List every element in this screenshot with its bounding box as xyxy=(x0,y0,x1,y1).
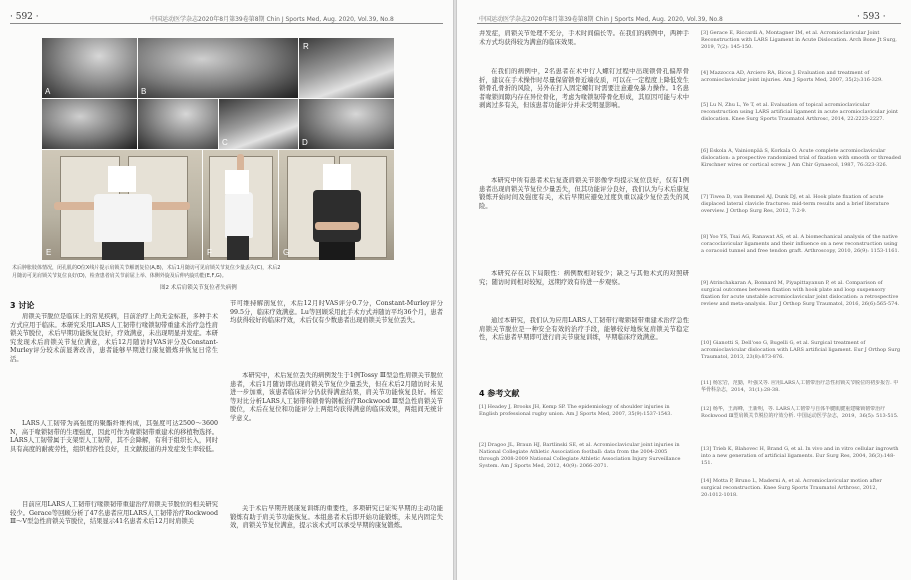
running-header: 中国运动医学杂志2020年8月第39卷第8期 Chin J Sports Med, Aug. 2020, Vol.39, No.8 xyxy=(479,16,723,23)
reference-item: [5] Lu N, Zhu L, Ye T, et al. Evaluation of topical acromioclavicular reconstruction using LARS artificial ligament in acute acromioclavicular joint dislocation. Knee Surg Sports Traumatol Arthrosc, 2014, 22:2223-2227. xyxy=(701,102,898,122)
body-paragraph: 节可维持解剖复位，术后12月时VAS评分0.7分，Constant-Murley评分99.5分，临床疗效满意。Lu等回顾采用此手术方式并随访平均36个月，患者均获得较好的临床疗效，术后仅有少数患者出现肩锁关节复位丢失。 xyxy=(230,300,443,325)
reference-item: [9] Atrinchakaran A, Bonnard M, Piyapittayanun P, et al. Comparison of surgical outcomes between fixation with hook plate and loop suspensory fixation for acute unstable acromioclavicular joint dislocation: a retrospective review and meta-analysis. Eur J Orthop Surg Traumatol, 2016, 26(6):565-574. xyxy=(701,280,900,307)
body-paragraph: 本研究存在以下局限性：病例数相对较少；缺乏与其他术式的对照研究；随访时间相对较短，远期疗效有待进一步观察。 xyxy=(479,270,689,286)
body-paragraph: 肩锁关节脱位是临床上的常见疾病，目前治疗上尚无金标准，多种手术方式应用于临床。本研究采用LARS人工韧带行喙锁韧带重建术治疗急性肩锁关节脱位，术后早期功能恢复良好，疗效满意，未出现明显并发症。本研究发现术后肩锁关节复位满意，术后12月随访时VAS评分及Constant-Murley评分较术前显著改善，患者能够早期进行康复锻炼并恢复日常生活。 xyxy=(10,313,218,363)
body-paragraph: 本研究中所有患者术后复查肩锁关节影像学均提示复位良好，仅有1例患者出现肩锁关节复位少量丢失，但其功能评分良好，我们认为与术后康复锻炼开始时间及强度有关，术后早期应避免过度负重以减少复位丢失的风险。 xyxy=(479,177,689,210)
panel-label: E xyxy=(46,248,52,257)
body-paragraph: 通过本研究，我们认为应用LARS人工韧带行喙锁韧带重建术治疗急性肩锁关节脱位是一种安全有效的治疗手段，能够较好地恢复肩锁关节稳定性，术后患者早期即可进行肩关节康复训练，早期临床疗效满意。 xyxy=(479,317,689,342)
patient-photo-e xyxy=(42,150,202,260)
reference-item: [8] Yoo YS, Tsai AG, Ranawat AS, et al. A biomechanical analysis of the native coracoclavicular ligaments and their influence on a new reconstruction using a coracoid tunnel and free tendon graft. Arthroscopy, 2010, 26(9): 1153-1161. xyxy=(701,234,900,254)
xray-image-c xyxy=(219,99,298,149)
xray-image-a2 xyxy=(42,99,137,149)
page-number: · 592 · xyxy=(10,12,39,22)
panel-label: A xyxy=(45,87,51,96)
body-paragraph: 关于术后早期开展康复训练的重要性，多项研究已证实早期的主动功能锻炼有助于肩关节功能恢复。本组患者术后即开始功能锻炼，未见内固定失效，肩锁关节复位满意，提示该术式可以承受早期的康复锻炼。 xyxy=(230,505,443,530)
figure-caption-line: 术后肿胀肢体情况，闭孔肌的O位X线片提示肩锁关节解剖复位(A,B)，术后1月随访可见肩锁关节复位少量丢失(C)，术后2 xyxy=(12,265,281,271)
body-paragraph: 目前应用LARS人工韧带行喙锁韧带重建治疗肩锁关节脱位的相关研究较少。Gerace等回顾分析了47名患者应用LARS人工韧带治疗Rockwood Ⅲ～Ⅴ型急性肩锁关节脱位，结果显示41名患者术后12月时肩锁关 xyxy=(10,501,218,526)
body-paragraph: 在我们的病例中，2名患者在术中行人螺钉过程中出现锁骨孔偏厚骨折，建议在手术操作时尽量保留锁骨近端皮质，可以在一定程度上降低发生锁骨孔骨折的风险，另外在打入固定螺钉时需要注意避免暴力操作。1名患者喙锁间隙内存在异位骨化，考虑为喙锁韧带骨化形成，其原因可能与术中剥离过多有关，但该患者功能评分并未受明显影响。 xyxy=(479,68,689,110)
panel-label: C xyxy=(222,138,228,147)
xray-image-b xyxy=(138,38,298,98)
body-paragraph: 本研究中，术后复位丢失的病例发生于1例Tossy Ⅲ型急性肩锁关节脱位患者，术后1月随访即出现肩锁关节复位少量丢失，但在术后2月随访时未见进一步加重，该患者临床评分仍获得满意结果，肩关节功能恢复良好。杨宏等对比分析LARS人工韧带和锁骨钩钢板治疗Rockwood Ⅲ型急性肩锁关节脱位，术后在复位和功能评分上两组均获得满意的临床效果，两组间无统计学意义。 xyxy=(230,372,443,422)
section-title: 3 讨论 xyxy=(10,301,35,310)
panel-label: B xyxy=(141,87,147,96)
right-page xyxy=(457,0,911,580)
reference-item: [2] Dragoo JL, Braun HJ, Bartlinski SE, et al. Acromioclavicular joint injuries in National Collegiate Athletic Association football: data from the 2004-2005 through 2008-2009 National Collegiate Athletic Association Injury Surveillance System. Am J Sports Med, 2012, 40(9): 2066-2071. xyxy=(479,442,681,469)
reference-item: [3] Gerace E, Riccardi A, Montagner IM, et al. Acromioclavicular Joint Reconstruction with LARS Ligament in Acute Dislocation. Arch Bone Jt Surg, 2019, 7(2): 145-150. xyxy=(701,30,897,50)
reference-item: [14] Motta P, Bruno L, Maderni A, et al. Acromioclavicular motion after surgical reconstruction. Knee Surg Sports Traumatol Arthrosc, 2012, 20:1012-1018. xyxy=(701,478,882,498)
panel-label: R xyxy=(303,42,309,51)
references-title: 4 参考文献 xyxy=(479,389,520,398)
panel-label: D xyxy=(302,138,308,147)
figure-title: 图2 术后肩锁关节复位者失病例 xyxy=(160,285,237,291)
patient-photo-f xyxy=(203,150,278,260)
header-rule xyxy=(10,23,443,24)
xray-image-d xyxy=(299,99,394,149)
panel-label: F xyxy=(207,248,212,257)
xray-image-r xyxy=(299,38,394,98)
reference-item: [4] Mazzocca AD, Arciero RA, Bicos J. Evaluation and treatment of acromioclavicular joint injuries. Am J Sports Med, 2007, 35(2):316-329. xyxy=(701,70,883,83)
reference-item: [10] Gianotti S, Dell'oso G, Bugelli G, et al. Surgical treatment of acromioclavicular dislocation with LARS artificial ligament. Eur J Orthop Surg Traumatol, 2013, 23(8):873-876. xyxy=(701,340,901,360)
xray-image-a xyxy=(42,38,137,98)
reference-item: [7] Tiwea D, van Bemmel AJ, Dunk DJ, et al. Hook plate fixation of acute displaced lateral clavicle fractures: mid-term results and a brief literature overview. J Orthop Surg Res, 2012, 7:2-9. xyxy=(701,194,890,214)
body-paragraph: 并发症，肩锁关节处理不充分，手术时间偏长等。在我们的病例中，两种手术方式均获得较为满意的临床效果。 xyxy=(479,30,689,46)
header-rule xyxy=(477,23,901,24)
reference-item: [12] 杨华，王海峰，王新明，等. LARS人工韧带与自体半腱肌腱重建喙锁韧带治疗Rockwood Ⅲ型肩锁关节脱位的疗效分析. 中国运动医学杂志，2019，36(5): 513-515. xyxy=(701,406,899,419)
reference-item: [1] Headey J, Brooks JH, Kemp SP. The epidemiology of shoulder injuries in English professional rugby union. Am J Sports Med, 2007, 35(9):1537-1543. xyxy=(479,404,673,417)
reference-item: [13] Trieb K, Blahovec H, Brand G, et al. In vivo and in vitro cellular ingrowth into a new generation of artificial ligaments. Eur Surg Res, 2004, 36(3):148-151. xyxy=(701,446,899,466)
left-page xyxy=(0,0,453,580)
running-header: 中国运动医学杂志2020年8月第39卷第8期 Chin J Sports Med, Aug. 2020, Vol.39, No.8 xyxy=(150,16,394,23)
body-paragraph: LARS人工韧带为高强度的聚酯纤维构成，其强度可达2500～3600 N，高于喙锁韧带的生理强度，因此可作为喙锁韧带重建术的移植物选择。LARS人工韧带属于支架型人工韧带，其不会降解，有利于组织长入，同时具有高度的耐疲劳性，组织相容性良好，且文献报道的并发症发生率较低。 xyxy=(10,420,218,453)
panel-label: G xyxy=(283,248,290,257)
patient-photo-g xyxy=(279,150,394,260)
xray-image-b2 xyxy=(138,99,218,149)
reference-item: [6] Eskola A, Vainionpää S, Korkala O. Acute complete acromioclavicular dislocation: a prospective randomized trial of fixation with smooth or threaded Kirschner wires or cortical screw. J Am Chir Gynaecol, 1987, 76:323-326. xyxy=(701,148,901,168)
figure-caption-line: 月随访可见肩锁关节复位良好(D)，检查患者肩关节前屈上举、体侧外旋及后伸内旋功能(E,F,G)。 xyxy=(12,273,227,279)
reference-item: [11] 杨宏岩，范勤，叶强又等. 应用LARS人工韧带治疗急性肩锁关节脱位的初步报告. 中华骨科杂志，2014，31(1):28-38. xyxy=(701,380,899,393)
page-number: · 593 · xyxy=(857,12,886,22)
